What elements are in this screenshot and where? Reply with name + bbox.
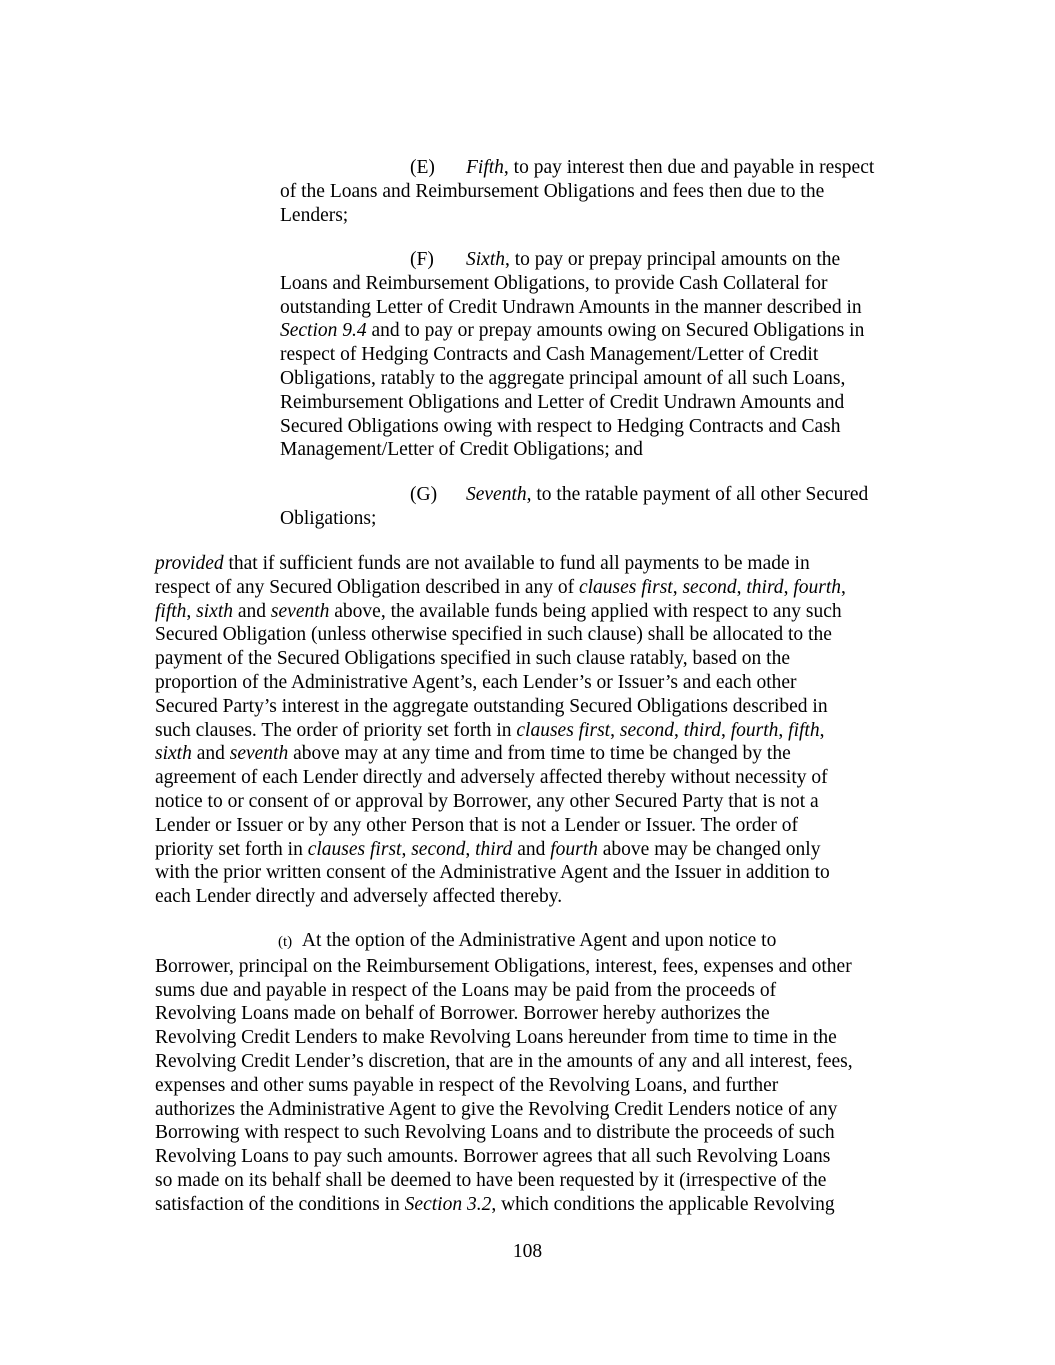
text-run: Revolving Loans to pay such amounts. Borrower agrees that all such Revolving Loans xyxy=(155,1146,831,1168)
clause-line xyxy=(280,156,905,180)
text-run: priority set forth in xyxy=(155,838,308,860)
section-t-paragraph xyxy=(155,929,905,1217)
proviso-line xyxy=(155,885,905,909)
clause-line xyxy=(280,483,905,507)
proviso-line xyxy=(155,838,905,862)
text-run: Management/Letter of Credit Obligations; and xyxy=(280,439,643,461)
proviso-line xyxy=(155,576,905,600)
text-run: , xyxy=(783,576,794,598)
clause-g xyxy=(280,483,905,531)
text-run: and xyxy=(233,600,271,622)
clause-text xyxy=(466,249,840,270)
text-run: , xyxy=(610,719,620,741)
text-run: , xyxy=(819,719,825,741)
text-run: Reimbursement Obligations and Letter of Credit Undrawn Amounts and xyxy=(280,391,845,413)
italic-text: sixth xyxy=(196,600,234,622)
clause-line xyxy=(280,507,905,531)
clause-line xyxy=(280,248,905,272)
clause-line xyxy=(280,272,905,296)
text-run: satisfaction of the conditions in xyxy=(155,1193,405,1215)
text-run: , xyxy=(841,576,846,598)
text-run: , xyxy=(720,719,731,741)
proviso-line xyxy=(155,861,905,885)
proviso-line xyxy=(155,600,905,624)
text-run: that if sufficient funds are not available to fund all payments to be made in xyxy=(223,553,810,574)
italic-text: second xyxy=(682,576,737,598)
text-run: Lenders; xyxy=(280,204,349,226)
text-run: , xyxy=(674,719,684,741)
italic-text: seventh xyxy=(229,743,289,765)
italic-text: second xyxy=(619,719,675,741)
clause-line xyxy=(280,319,905,343)
clause-text xyxy=(466,157,874,178)
text-run: Lender or Issuer or by any other Person that is not a Lender or Issuer. The order of xyxy=(155,814,798,836)
proviso-line xyxy=(155,719,905,743)
proviso-line xyxy=(155,695,905,719)
text-run: Obligations, ratably to the aggregate principal amount of all such Loans, xyxy=(280,367,846,389)
text-run: Secured Obligations owing with respect to Hedging Contracts and Cash xyxy=(280,415,841,437)
text-run: , to the ratable payment of all other Secured xyxy=(526,484,869,505)
section-line xyxy=(155,1002,905,1026)
italic-text: fourth xyxy=(793,576,841,598)
section-line xyxy=(155,979,905,1003)
italic-text: fourth xyxy=(730,719,779,741)
text-run: Borrower, principal on the Reimbursement Obligations, interest, fees, expenses and other xyxy=(155,955,852,977)
section-line xyxy=(155,1074,905,1098)
text-run: , xyxy=(736,576,747,598)
clause-line xyxy=(280,343,905,367)
text-run: notice to or consent of or approval by Borrower, any other Secured Party that is not a xyxy=(155,790,819,812)
clause-f xyxy=(280,248,905,462)
text-run: , xyxy=(778,719,789,741)
italic-text: Seventh xyxy=(466,484,527,505)
proviso-line xyxy=(155,671,905,695)
clause-line xyxy=(280,438,905,462)
text-run: Revolving Loans made on behalf of Borrower. Borrower hereby authorizes the xyxy=(155,1003,770,1025)
text-run: Revolving Credit Lender’s discretion, that are in the amounts of any and all interest, fees, xyxy=(155,1050,853,1072)
text-run: above may at any time and from time to time be changed by the xyxy=(288,743,791,765)
clause-marker: (F) xyxy=(410,249,434,270)
proviso-line xyxy=(155,552,905,576)
text-run: , which conditions the applicable Revolving xyxy=(491,1193,835,1215)
text-run: Revolving Credit Lenders to make Revolving Loans hereunder from time to time in the xyxy=(155,1027,837,1049)
proviso-line xyxy=(155,623,905,647)
text-run: , to pay interest then due and payable in respect xyxy=(503,157,875,178)
text-run: authorizes the Administrative Agent to give the Revolving Credit Lenders notice of any xyxy=(155,1098,838,1120)
clause-line xyxy=(280,415,905,439)
italic-text: third xyxy=(475,838,513,860)
text-run: proportion of the Administrative Agent’s, each Lender’s or Issuer’s and each other xyxy=(155,671,797,693)
text-run: At the option of the Administrative Agent and upon notice to xyxy=(301,930,777,951)
section-marker: (t) xyxy=(278,934,293,950)
italic-text: fifth xyxy=(788,719,820,741)
text-run: , xyxy=(465,838,476,860)
text-run: and xyxy=(191,743,230,765)
text-run: of the Loans and Reimbursement Obligations and fees then due to the xyxy=(280,180,825,202)
text-run: and xyxy=(512,838,551,860)
text-run: Secured Party’s interest in the aggregate outstanding Secured Obligations described in xyxy=(155,695,828,717)
italic-text: third xyxy=(683,719,721,741)
section-line xyxy=(155,929,905,955)
text-run: Obligations; xyxy=(280,507,377,529)
text-run: sums due and payable in respect of the Loans may be paid from the proceeds of xyxy=(155,979,777,1001)
text-run: above may be changed only xyxy=(597,838,821,860)
text-run: Loans and Reimbursement Obligations, to provide Cash Collateral for xyxy=(280,272,828,294)
text-run: respect of any Secured Obligation described in any of xyxy=(155,576,579,598)
clause-line xyxy=(280,367,905,391)
italic-text: Fifth xyxy=(466,157,504,178)
italic-text: Sixth xyxy=(466,249,505,270)
page-number: 108 xyxy=(512,1241,543,1262)
text-run: each Lender directly and adversely affected thereby. xyxy=(155,886,563,908)
italic-text: second xyxy=(411,838,466,860)
clause-line xyxy=(280,296,905,320)
section-line xyxy=(155,1121,905,1145)
clause-line xyxy=(280,180,905,204)
proviso-line xyxy=(155,766,905,790)
italic-text: sixth xyxy=(155,743,192,765)
section-line xyxy=(155,1193,905,1217)
text-run: Secured Obligation (unless otherwise specified in such clause) shall be allocated to the xyxy=(155,624,832,646)
italic-text: third xyxy=(746,576,784,598)
section-line xyxy=(155,1145,905,1169)
italic-text: clauses first xyxy=(516,719,611,741)
proviso-line xyxy=(155,647,905,671)
text-run: , to pay or prepay principal amounts on the xyxy=(505,249,841,270)
italic-text: fifth xyxy=(155,600,187,622)
italic-text: seventh xyxy=(270,600,330,622)
section-line xyxy=(155,955,905,979)
proviso-line xyxy=(155,742,905,766)
section-text xyxy=(302,930,776,951)
text-run: above, the available funds being applied with respect to any such xyxy=(329,600,842,622)
proviso-paragraph xyxy=(155,552,905,909)
section-line xyxy=(155,1169,905,1193)
section-line xyxy=(155,1026,905,1050)
clause-marker: (G) xyxy=(410,484,438,505)
text-run: agreement of each Lender directly and adversely affected thereby without necessity of xyxy=(155,767,828,789)
text-run: , xyxy=(672,576,683,598)
text-run: payment of the Secured Obligations specified in such clause ratably, based on the xyxy=(155,648,790,670)
clause-line xyxy=(280,204,905,228)
section-line xyxy=(155,1098,905,1122)
proviso-line xyxy=(155,790,905,814)
italic-text: Section 9.4 xyxy=(280,320,367,342)
text-run: so made on its behalf shall be deemed to have been requested by it (irrespective of the xyxy=(155,1169,827,1191)
text-run: Borrowing with respect to such Revolving Loans and to distribute the proceeds of such xyxy=(155,1122,835,1144)
text-run: with the prior written consent of the Administrative Agent and the Issuer in addition to xyxy=(155,862,830,884)
text-run: such clauses. The order of priority set forth in xyxy=(155,719,517,741)
text-run: respect of Hedging Contracts and Cash Management/Letter of Credit xyxy=(280,344,819,366)
text-run: outstanding Letter of Credit Undrawn Amounts in the manner described in xyxy=(280,296,862,318)
text-run: expenses and other sums payable in respect of the Revolving Loans, and further xyxy=(155,1074,779,1096)
proviso-line xyxy=(155,814,905,838)
clause-e xyxy=(280,156,905,227)
clause-line xyxy=(280,391,905,415)
clause-marker: (E) xyxy=(410,157,435,178)
clause-text xyxy=(466,484,868,505)
text-run: and to pay or prepay amounts owing on Secured Obligations in xyxy=(366,320,865,342)
italic-text: provided xyxy=(155,553,224,574)
italic-text: fourth xyxy=(550,838,598,860)
italic-text: clauses first xyxy=(578,576,673,598)
italic-text: Section 3.2 xyxy=(404,1193,492,1215)
section-line xyxy=(155,1050,905,1074)
text-run: , xyxy=(186,600,197,622)
text-run: , xyxy=(401,838,412,860)
italic-text: clauses first xyxy=(307,838,402,860)
